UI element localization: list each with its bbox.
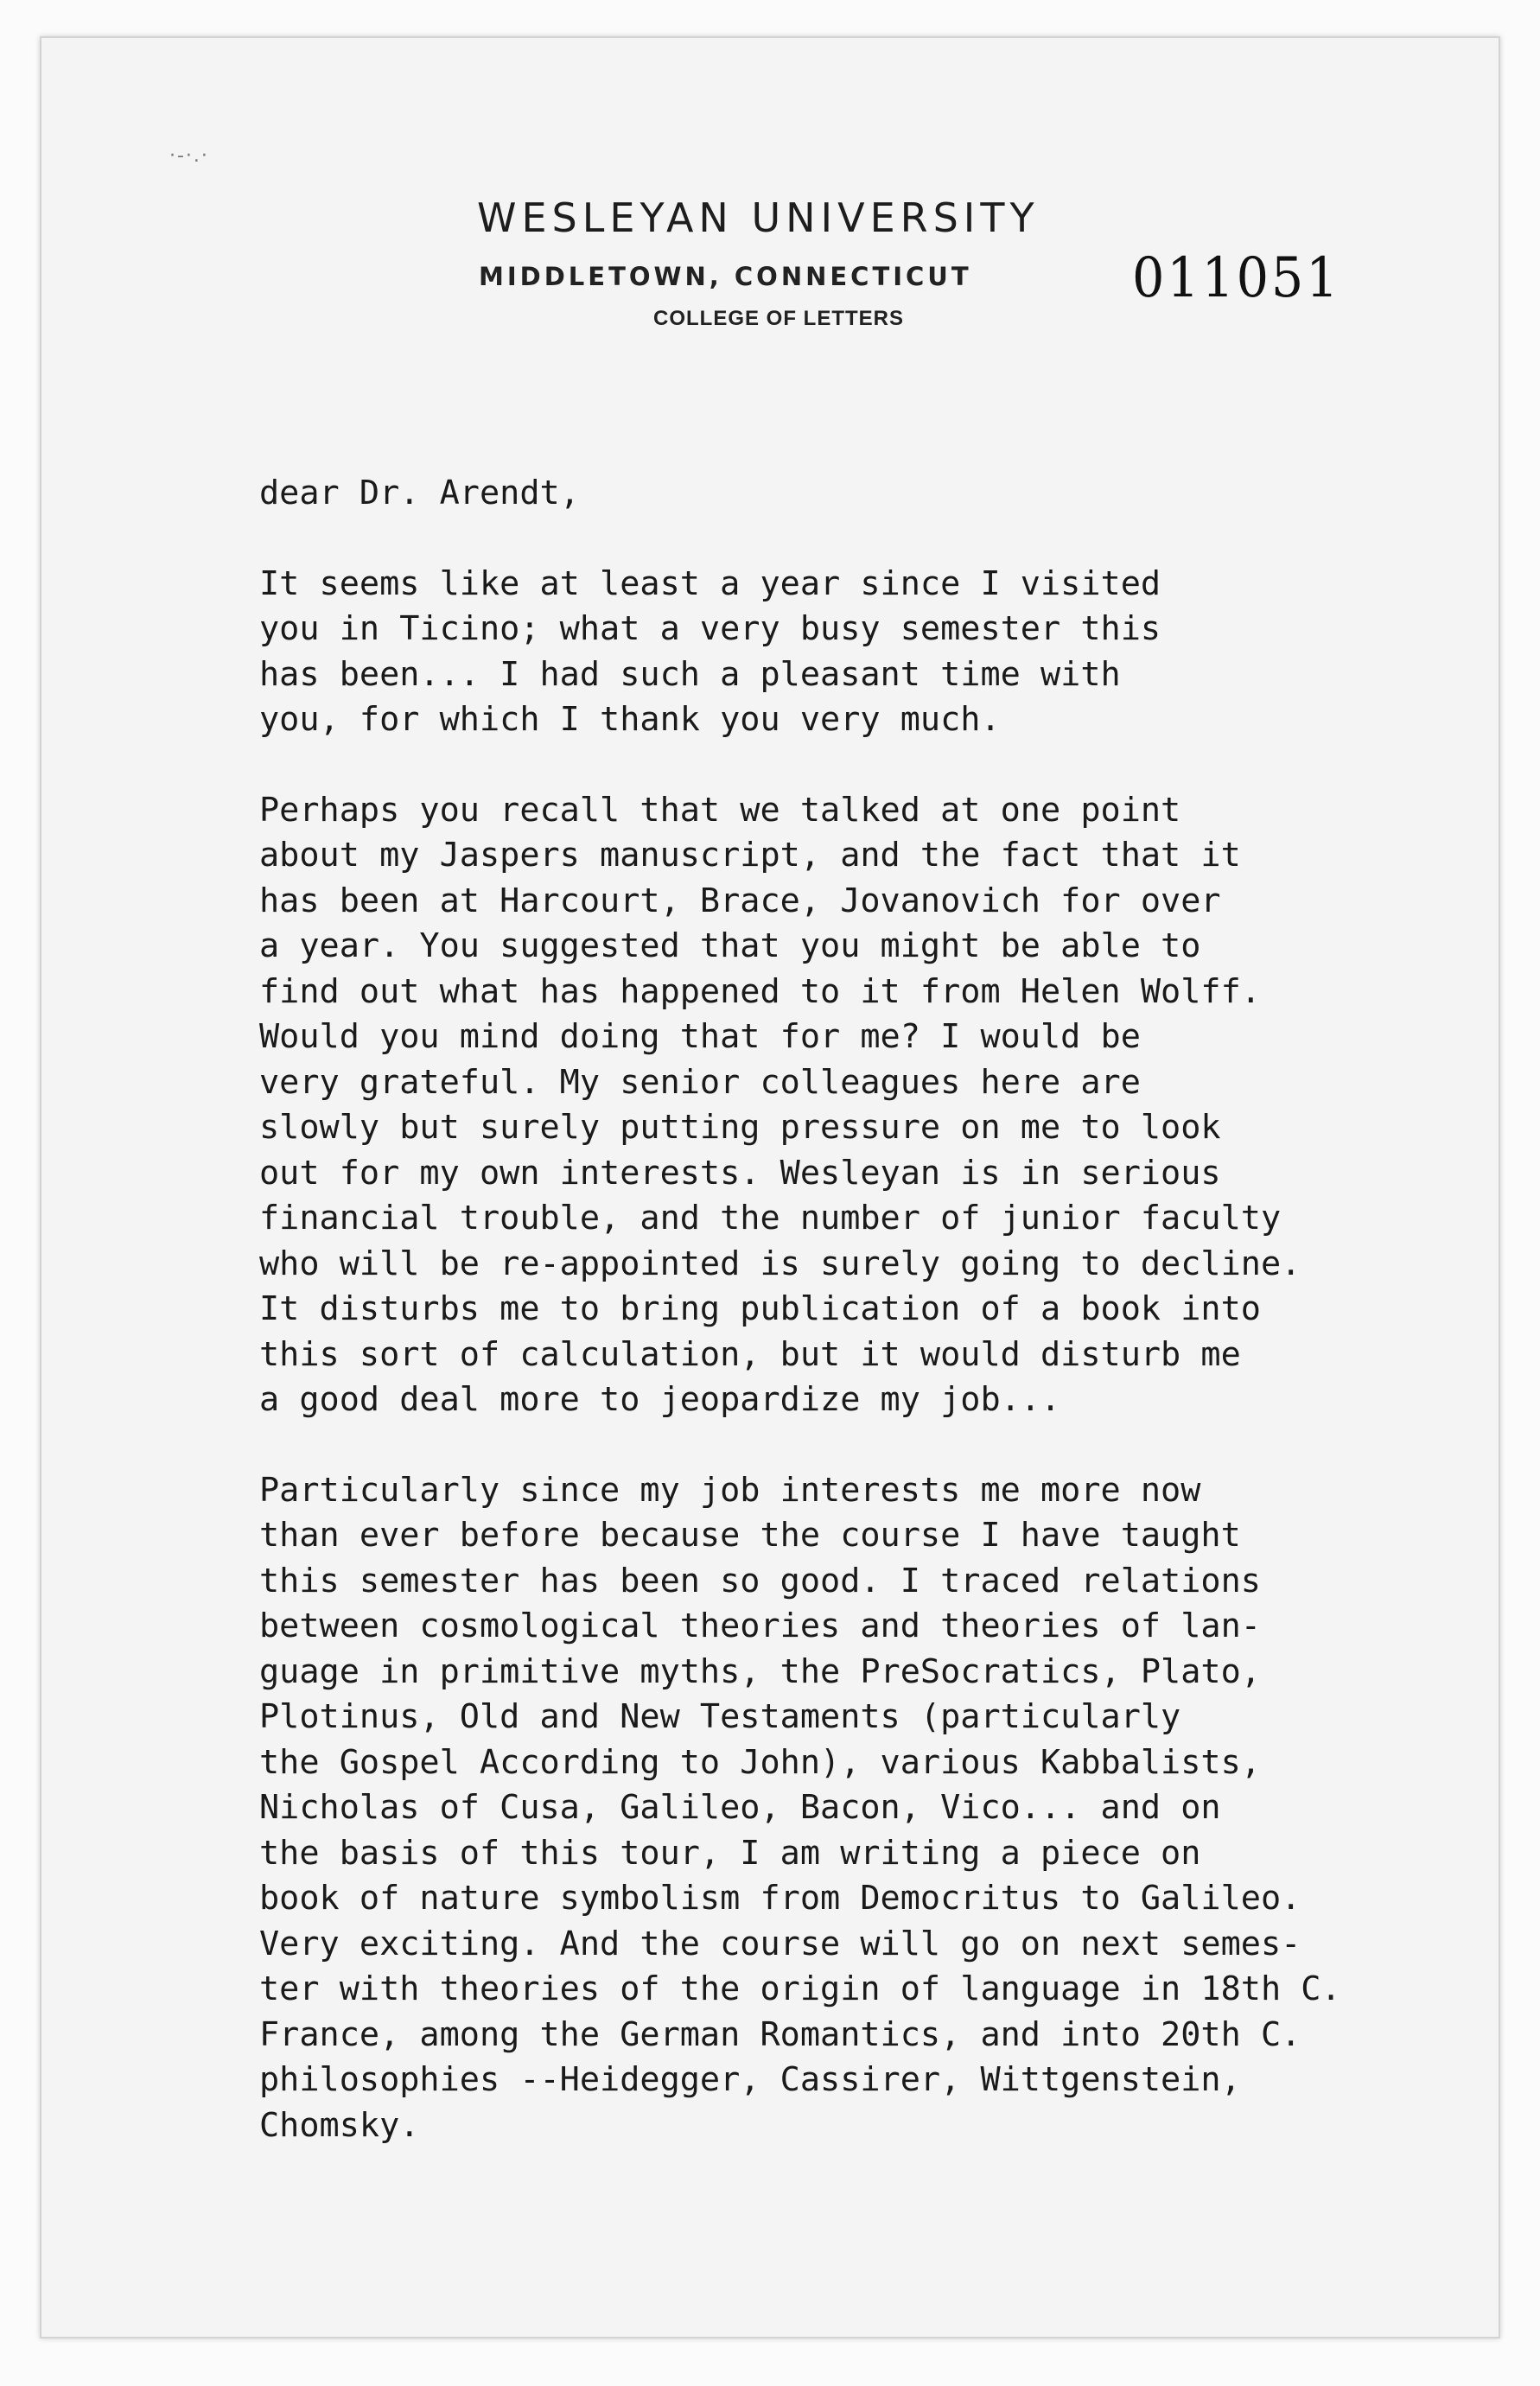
text-line: the basis of this tour, I am writing a piece on	[259, 1833, 1201, 1873]
salutation: dear Dr. Arendt,	[259, 474, 580, 512]
text-line: has been... I had such a pleasant time with	[259, 654, 1121, 694]
text-line: find out what has happened to it from Helen Wolff.	[259, 971, 1261, 1011]
text-line: Chomsky.	[259, 2105, 420, 2145]
text-line: Particularly since my job interests me more now	[259, 1470, 1201, 1510]
text-line: you, for which I thank you very much.	[259, 700, 1001, 739]
department-name: COLLEGE OF LETTERS	[653, 307, 905, 330]
paragraph-2	[259, 788, 1452, 1423]
text-line: It seems like at least a year since I visited	[259, 563, 1161, 603]
text-line: this sort of calculation, but it would disturb me	[259, 1334, 1241, 1374]
text-line: very grateful. My senior colleagues here are	[259, 1062, 1141, 1102]
paragraph-1	[259, 562, 1452, 743]
text-line: who will be re-appointed is surely going to decline.	[259, 1244, 1301, 1283]
text-line: a year. You suggested that you might be able to	[259, 926, 1201, 965]
text-line: you in Ticino; what a very busy semester this	[259, 609, 1161, 648]
document-number-stamp: 011051	[1132, 246, 1341, 310]
text-line: philosophies --Heidegger, Cassirer, Wittgenstein,	[259, 2060, 1241, 2099]
text-line: financial trouble, and the number of junior faculty	[259, 1199, 1282, 1238]
text-line: It disturbs me to bring publication of a book into	[259, 1289, 1261, 1328]
text-line: this semester has been so good. I traced relations	[259, 1561, 1261, 1600]
text-line: than ever before because the course I have taught	[259, 1516, 1241, 1555]
text-line: about my Jaspers manuscript, and the fact that it	[259, 836, 1241, 875]
text-line: the Gospel According to John), various Kabbalists,	[259, 1742, 1261, 1782]
institution-name: WESLEYAN UNIVERSITY	[477, 194, 1040, 241]
text-line: Nicholas of Cusa, Galileo, Bacon, Vico... and on	[259, 1788, 1221, 1827]
text-line: Plotinus, Old and New Testaments (particularly	[259, 1697, 1181, 1736]
text-line: guage in primitive myths, the PreSocratics, Plato,	[259, 1651, 1261, 1691]
institution-location: MIDDLETOWN, CONNECTICUT	[479, 262, 972, 291]
paragraph-3	[259, 1468, 1452, 2149]
text-line: ter with theories of the origin of language in 18th C.	[259, 1969, 1341, 2008]
text-line: slowly but surely putting pressure on me to look	[259, 1108, 1221, 1147]
text-line: Would you mind doing that for me? I would be	[259, 1017, 1141, 1056]
text-line: between cosmological theories and theories of lan-	[259, 1607, 1261, 1645]
smudge-mark: ·-·.·	[169, 145, 209, 167]
text-line: a good deal more to jeopardize my job...	[259, 1380, 1061, 1419]
text-line: book of nature symbolism from Democritus to Galileo.	[259, 1879, 1301, 1918]
text-line: has been at Harcourt, Brace, Jovanovich for over	[259, 881, 1221, 920]
text-line: out for my own interests. Wesleyan is in serious	[259, 1153, 1221, 1193]
text-line: France, among the German Romantics, and into 20th C.	[259, 2014, 1301, 2054]
letter-body	[259, 471, 1452, 2193]
text-line: Very exciting. And the course will go on next semes-	[259, 1924, 1301, 1963]
text-line: Perhaps you recall that we talked at one point	[259, 790, 1181, 830]
